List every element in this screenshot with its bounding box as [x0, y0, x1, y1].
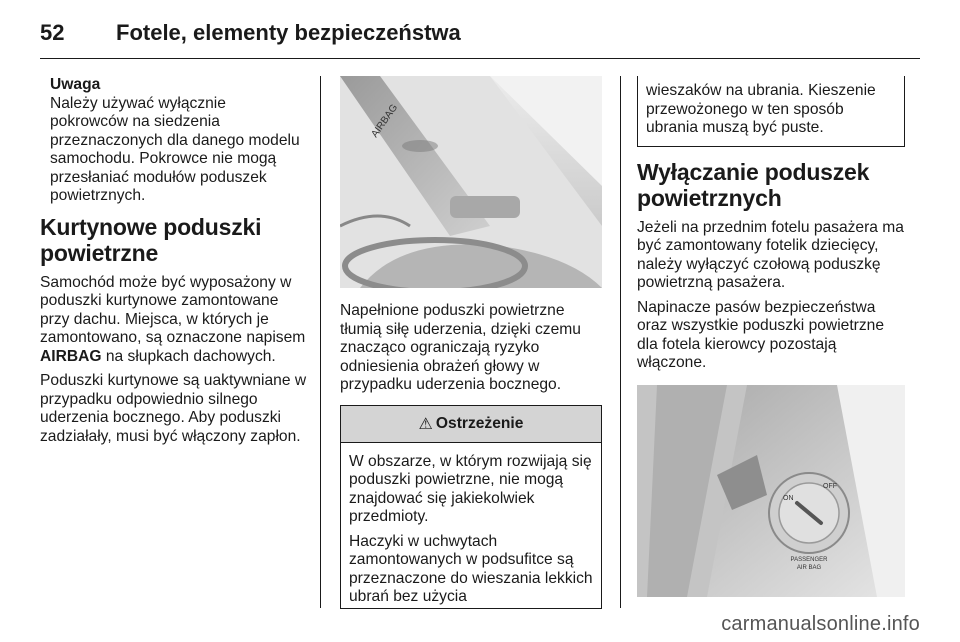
header-rule: [40, 58, 920, 59]
column-middle: [340, 76, 602, 609]
warning-continued-text: wieszaków na ubrania. Kieszenie przewożonego w ten sposób ubrania muszą być puste.: [646, 82, 876, 136]
paragraph-text: na słupkach dachowych.: [101, 347, 276, 365]
note-block: [40, 76, 308, 206]
page-number: 52: [40, 20, 65, 45]
airbag-label-bold: AIRBAG: [40, 347, 102, 365]
figure-pillar-airbag: [340, 76, 602, 288]
paragraph-curtain-location: [40, 274, 308, 367]
warning-paragraph-1: W obszarze, w którym rozwijają się poduszki powietrzne, nie mogą znajdować się jakiekolwiek przedmioty.: [349, 452, 592, 525]
figure-airbag-text: AIRBAG: [369, 102, 401, 140]
warning-header: [341, 406, 601, 443]
paragraph-text: Samochód może być wyposażony w poduszki kurtynowe zamontowane przy dachu. Miejsca, w których je zamontowano, są oznaczone napisem: [40, 273, 306, 346]
paragraph-deactivation: Jeżeli na przednim fotelu pasażera ma być zamontowany fotelik dziecięcy, należy wyłączyć czołową poduszkę powietrzną pasażera.: [637, 218, 904, 291]
paragraph-curtain-activation: Poduszki kurtynowe są uaktywniane w przypadku odpowiednio silnego uderzenia bocznego. Aby poduszki zadziałały, musi być włączony zapłon.: [40, 372, 307, 445]
warning-body: [341, 443, 601, 607]
column-divider: [620, 76, 621, 608]
note-text: Należy używać wyłącznie pokrowców na siedzenia przeznaczonych dla danego modelu samochodu. Pokrowce nie mogą przesłaniać modułów poduszek powietrznych.: [50, 94, 300, 204]
switch-off-label: OFF: [823, 482, 837, 490]
paragraph-pretensioners: Napinacze pasów bezpieczeństwa oraz wszystkie poduszki powietrzne dla fotela kierowcy pozostają włączone.: [637, 298, 885, 371]
section-title-curtain-airbags: Kurtynowe poduszki powietrzne: [40, 213, 262, 266]
switch-on-label: ON: [783, 494, 794, 502]
warning-triangle-icon: ⚠: [418, 415, 433, 433]
warning-title: Ostrzeżenie: [435, 414, 524, 432]
warning-paragraph-2: Haczyki w uchwytach zamontowanych w podsufitce są przeznaczone do wieszania lekkich ubrań bez użycia: [349, 532, 593, 605]
figure-airbag-switch: [637, 385, 905, 597]
column-right: [637, 76, 905, 597]
footer-watermark: carmanualsonline.info: [721, 613, 920, 635]
switch-airbag-label: AIR BAG: [796, 564, 822, 571]
note-title: Uwaga: [50, 76, 101, 93]
warning-box: [340, 405, 602, 609]
switch-passenger-label: PASSENGER: [790, 556, 828, 563]
column-left: [40, 76, 308, 452]
section-title-deactivation: Wyłączanie poduszek powietrznych: [637, 158, 870, 211]
page-title: Fotele, elementy bezpieczeństwa: [116, 20, 461, 45]
pillar-illustration: [340, 76, 602, 288]
column-divider: [320, 76, 321, 608]
figure-caption: Napełnione poduszki powietrzne tłumią siłę uderzenia, dzięki czemu znacząco ograniczają ryzyko odniesienia obrażeń głowy w przypadku uderzenia bocznego.: [340, 302, 581, 393]
page-header: [40, 20, 920, 60]
warning-box-continued: [637, 76, 905, 147]
airbag-switch-illustration: [637, 385, 905, 597]
